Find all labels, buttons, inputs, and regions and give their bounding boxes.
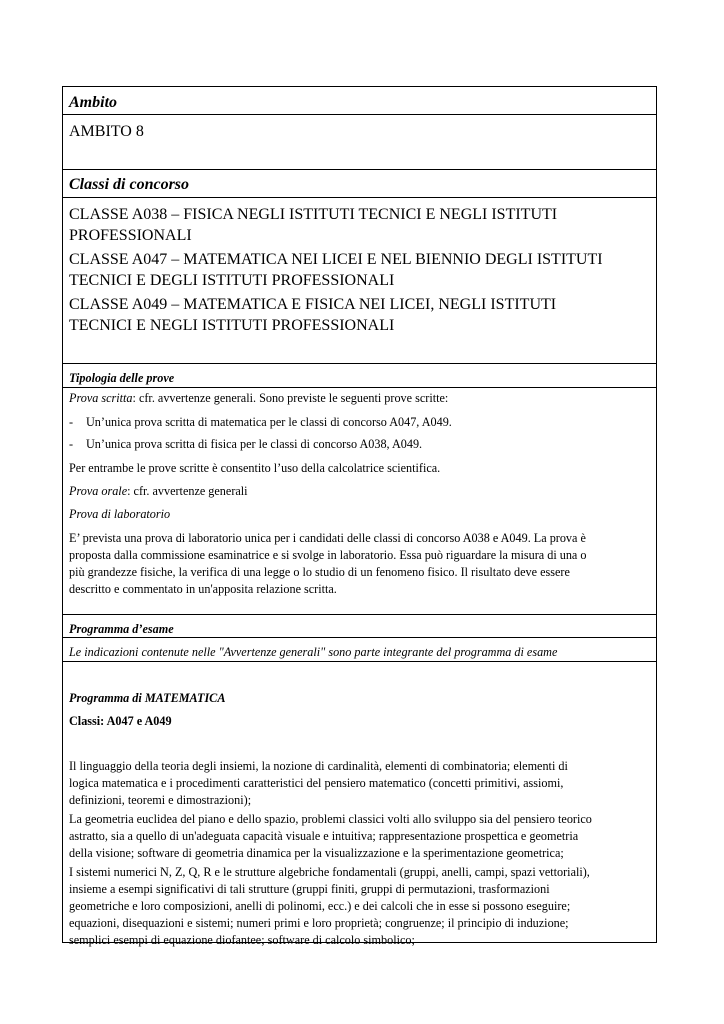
programma-note: Le indicazioni contenute nelle "Avvertenze generali" sono parte integrante del programma di esame bbox=[69, 645, 558, 659]
bullet-marker: - bbox=[69, 437, 74, 451]
programma-paragraph bbox=[69, 811, 648, 862]
paragraph-line: equazioni, disequazioni e sistemi; numeri primi e loro proprietà; congruenze; il principio di induzione; bbox=[69, 916, 569, 930]
bullet-item bbox=[63, 414, 656, 431]
paragraph-line: definizioni, teoremi e dimostrazioni); bbox=[69, 793, 252, 807]
matematica-heading: Programma di MATEMATICA bbox=[69, 691, 226, 705]
divider bbox=[63, 169, 656, 170]
prova-orale-text: : cfr. avvertenze generali bbox=[127, 484, 248, 498]
classe-a047-line-1: CLASSE A047 – MATEMATICA NEI LICEI E NEL BIENNIO DEGLI ISTITUTI bbox=[69, 251, 603, 268]
prova-laboratorio-label: Prova di laboratorio bbox=[69, 507, 171, 521]
prova-scritta-text: : cfr. avvertenze generali. Sono previste le seguenti prove scritte: bbox=[132, 391, 449, 405]
bullet-item bbox=[63, 436, 656, 453]
bullet-text: Un’unica prova scritta di matematica per le classi di concorso A047, A049. bbox=[86, 415, 452, 429]
paragraph-line: logica matematica e i procedimenti caratteristici del pensiero matematico (concetti primitivi, assiomi, bbox=[69, 776, 564, 790]
paragraph-line: geometriche e loro composizioni, anelli di polinomi, ecc.) e dei calcoli che in esse si possono eseguire; bbox=[69, 899, 571, 913]
classe-a049 bbox=[69, 294, 648, 336]
divider bbox=[63, 637, 656, 638]
divider bbox=[63, 197, 656, 198]
divider bbox=[63, 114, 656, 115]
classe-a038-line-2: PROFESSIONALI bbox=[69, 227, 192, 244]
divider bbox=[63, 614, 656, 615]
calcolatrice-text: Per entrambe le prove scritte è consentito l’uso della calcolatrice scientifica. bbox=[69, 461, 441, 475]
bullet-marker: - bbox=[69, 415, 74, 429]
document-table bbox=[62, 86, 657, 947]
lab-line: più grandezze fisiche, la verifica di una legge o lo studio di un fenomeno fisico. Il risultato deve essere bbox=[69, 565, 570, 579]
lab-line: proposta dalla commissione esaminatrice e si svolge in laboratorio. Essa può riguardare la misura di una o bbox=[69, 548, 587, 562]
lab-line: descritto e commentato in un'apposita relazione scritta. bbox=[69, 582, 337, 596]
ambito-value: AMBITO 8 bbox=[69, 123, 144, 140]
classi-line: Classi: A047 e A049 bbox=[69, 714, 172, 728]
prova-scritta-label: Prova scritta bbox=[69, 391, 133, 405]
classe-a049-line-1: CLASSE A049 – MATEMATICA E FISICA NEI LICEI, NEGLI ISTITUTI bbox=[69, 296, 557, 313]
paragraph-line: semplici esempi di equazione diofantee; software di calcolo simbolico; bbox=[69, 933, 415, 947]
paragraph-line: I sistemi numerici N, Z, Q, R e le strutture algebriche fondamentali (gruppi, anelli, campi, spazi vettoriali), bbox=[69, 865, 590, 879]
paragraph-line: astratto, sia a quello di un'adeguata capacità visuale e intuitiva; rappresentazione prospettica e geometria bbox=[69, 829, 579, 843]
prova-scritta-line bbox=[69, 390, 648, 407]
paragraph-line: della visione; software di geometria dinamica per la visualizzazione e la sperimentazione geometrica; bbox=[69, 846, 564, 860]
prova-orale-label: Prova orale bbox=[69, 484, 128, 498]
paragraph-line: insieme a esempi significativi di tali strutture (gruppi finiti, gruppi di permutazioni, trasformazioni bbox=[69, 882, 550, 896]
classe-a047-line-2: TECNICI E DEGLI ISTITUTI PROFESSIONALI bbox=[69, 272, 395, 289]
classi-heading: Classi di concorso bbox=[69, 176, 190, 193]
classe-a038-line-1: CLASSE A038 – FISICA NEGLI ISTITUTI TECNICI E NEGLI ISTITUTI bbox=[69, 206, 558, 223]
divider bbox=[63, 661, 656, 662]
bullet-text: Un’unica prova scritta di fisica per le classi di concorso A038, A049. bbox=[86, 437, 423, 451]
divider bbox=[63, 363, 656, 364]
programma-paragraph bbox=[69, 864, 648, 949]
paragraph-line: Il linguaggio della teoria degli insiemi, la nozione di cardinalità, elementi di combinatoria; elementi di bbox=[69, 759, 568, 773]
classe-a047 bbox=[69, 249, 648, 291]
programma-heading: Programma d’esame bbox=[69, 622, 174, 636]
divider bbox=[63, 387, 656, 388]
prova-orale-line bbox=[69, 483, 648, 500]
ambito-heading: Ambito bbox=[69, 94, 118, 111]
lab-line: E’ prevista una prova di laboratorio unica per i candidati delle classi di concorso A038 e A049. La prova è bbox=[69, 531, 586, 545]
programma-paragraph bbox=[69, 758, 648, 809]
tipologia-heading: Tipologia delle prove bbox=[69, 371, 175, 385]
paragraph-line: La geometria euclidea del piano e dello spazio, problemi classici volti allo sviluppo sia del pensiero teorico bbox=[69, 812, 592, 826]
prova-laboratorio-text bbox=[69, 530, 648, 598]
classe-a049-line-2: TECNICI E NEGLI ISTITUTI PROFESSIONALI bbox=[69, 317, 395, 334]
classe-a038 bbox=[69, 204, 648, 246]
